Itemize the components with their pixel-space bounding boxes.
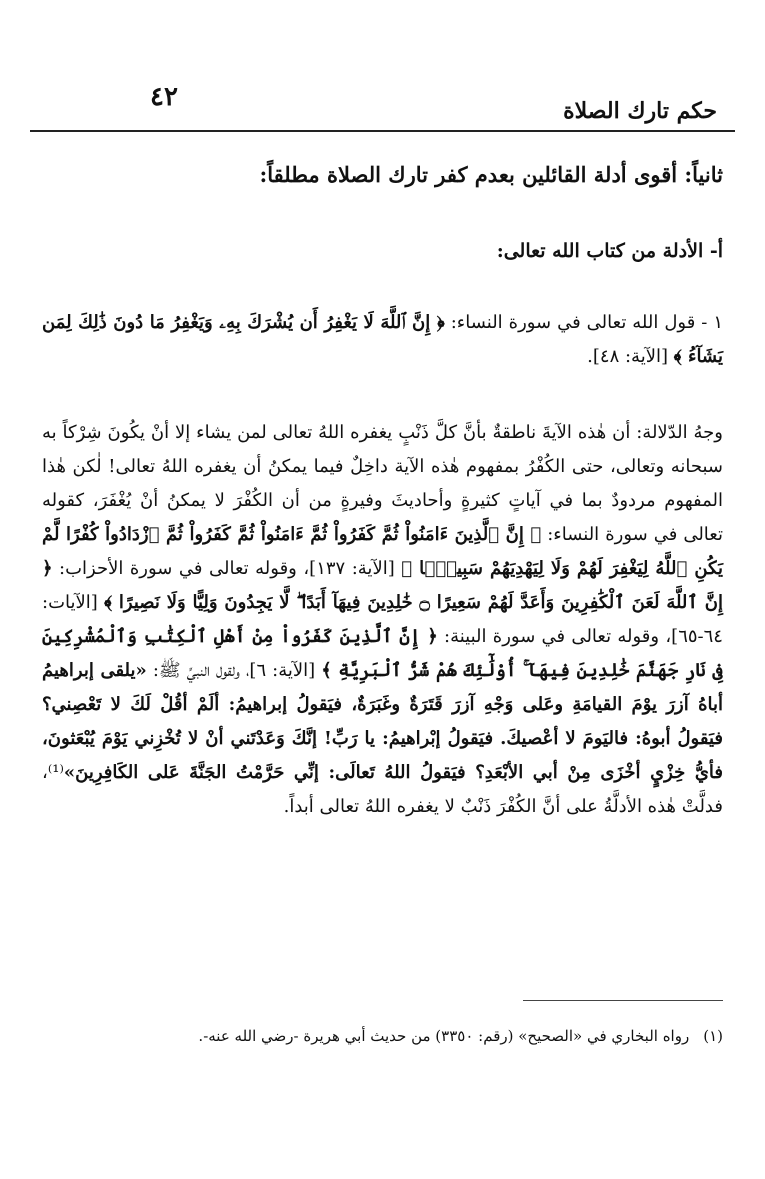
quran-verse: ﴿ إِنَّ ٱلَّذِينَ ءَامَنُواْ ثُمَّ كَفَرُواْ ثُمَّ ءَامَنُواْ ثُمَّ كَفَرُواْ ثُمَّ ٱزْدَادُواْ كُفْرًا لَّمْ يَكُنِ ٱللَّهُ لِيَغْفِرَ لَهُمْ وَلَا لِيَهْدِيَهُمْ سَبِيلًۢا ﴾ (42, 524, 723, 579)
page-number: ٤٢ (150, 82, 178, 112)
evidence-item-1 (42, 306, 723, 374)
verse-reference: [الآية: ١٣٧]، وقوله تعالى في سورة الأحزاب: (52, 558, 402, 579)
running-title: حكم تارك الصلاة (563, 98, 717, 124)
item-intro: ١ - قول الله تعالى في سورة النساء: (444, 312, 723, 333)
footnote-marker: ⁽¹⁾ (47, 762, 64, 783)
verse-reference: [الآية: ٦]، ولقول النبيِّ ﷺ: (146, 660, 322, 681)
footnote-text: رواه البخاري في «الصحيح» (رقم: ٣٣٥٠) من حديث أبي هريرة -رضي الله عنه-. (198, 1027, 690, 1045)
quran-verse: ﴿ إِنَّ ٱللَّهَ لَعَنَ ٱلْكَٰفِرِينَ وَأَعَدَّ لَهُمْ سَعِيرًا ۝ خَٰلِدِينَ فِيهَآ أَبَدًا ۖ لَّا يَجِدُونَ وَلِيًّا وَلَا نَصِيرًا ﴾ (42, 558, 724, 613)
paragraph-text: وجهُ الدّلالة: أن هٰذه الآيةَ ناطقةٌ بأنَّ كلَّ ذَنْبٍ يغفره اللهُ تعالى لمن يشاء إلا أنْ يكُونَ شِرْكاً به سبحانه وتعالى، حتى الكُفْرُ بمفهوم هٰذه الآية داخِلٌ فيما يمكنُ أن يغفره اللهُ تعالى! لٰكن هٰذا المفهوم مردودٌ بما في آياتٍ كثيرةٍ وأحاديثَ وفيرةٍ من أن الكُفْرَ لا يمكنُ أنْ يُغْفَرَ، كقوله تعالى في سورة النساء: (42, 422, 723, 545)
running-header (30, 72, 735, 132)
main-content (42, 148, 723, 824)
section-heading: ثانياً: أقوى أدلة القائلين بعدم كفر تارك الصلاة مطلقاً: (259, 162, 723, 187)
paragraph-conclusion: ، فدلَّتْ هٰذه الأدلَّةُ على أنَّ الكُفْرَ ذَنْبٌ لا يغفره اللهُ تعالى أبداً. (42, 762, 723, 817)
footnotes (42, 1000, 723, 1051)
verse-reference: [الآية: ٤٨]. (587, 346, 674, 367)
footnote-number: (١) (703, 1027, 723, 1045)
sub-heading: أ- الأدلة من كتاب الله تعالى: (496, 240, 723, 262)
hadith-text: «يلقى إبراهيمُ أباهُ آزرَ يوْمَ القيامَةِ وعَلى وَجْهِ آزرَ قَتَرَةٌ وغَبَرَةٌ، فيَقولُ إبراهيمُ: ألَمْ أقُلْ لَكَ لا تَعْصِني؟ فيَقولُ أبوهُ: فاليَومَ لا أعْصيكَ. فيَقولُ إبْراهيمُ: يا رَبِّ! إنَّكَ وَعَدْتَني أنْ لا تُخْزِني يَوْمَ يُبْعَثونَ، فأيُّ خِزْيٍ أخْزَى مِنْ أبي الأبْعَدِ؟ فيَقولُ اللهُ تَعالَى: إنِّي حَرَّمْتُ الجَنَّةَ عَلى الكَافِرِينَ» (42, 660, 723, 783)
quran-verse: ﴿ إِنَّ ٱللَّهَ لَا يَغْفِرُ أَن يُشْرَكَ بِهِۦ وَيَغْفِرُ مَا دُونَ ذَٰلِكَ لِمَن يَشَآءُ ﴾ (42, 312, 723, 367)
quran-verse: ﴿ إِنَّ ٱلَّذِينَ كَفَرُواْ مِنْ أَهْلِ ٱلْكِتَٰبِ وَٱلْمُشْرِكِينَ فِى نَارِ جَهَنَّمَ خَٰلِدِينَ فِيهَآ ۚ أُوْلَٰٓئِكَ هُمْ شَرُّ ٱلْبَرِيَّةِ ﴾ (42, 626, 723, 681)
footnote-divider (523, 1000, 723, 1001)
explanation-paragraph (42, 416, 723, 824)
verse-reference: [الآيات: ٦٤-٦٥]، وقوله تعالى في سورة البينة: (42, 592, 723, 647)
footnote (42, 1021, 723, 1051)
